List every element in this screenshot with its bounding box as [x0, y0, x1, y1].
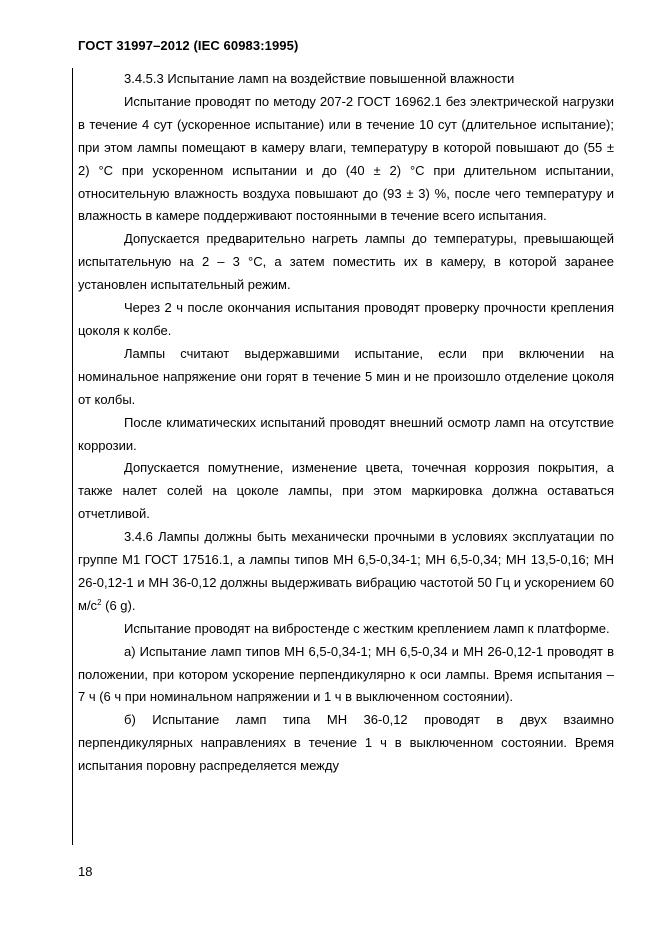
document-header: ГОСТ 31997–2012 (IEC 60983:1995): [78, 38, 299, 53]
paragraph: После климатических испытаний проводят внешний осмотр ламп на отсутствие коррозии.: [78, 414, 614, 453]
paragraph-text: 3.4.6 Лампы должны быть механически прочными в условиях эксплуатации по группе М1 ГОСТ 17516.1, а лампы типов МН 6,5-0,34-1; МН 6,5-0,34; МН 13,5-0,16; МН 26-0,12-1 и МН 36-0,12 должны выдерживать вибрацию частотой 50 Гц и ускорением 60 м/с: [78, 529, 614, 613]
paragraph: Испытание проводят по методу 207-2 ГОСТ 16962.1 без электрической нагрузки в течение 4 сут (ускоренное испытание) или в течение 10 сут (длительное испытание); при этом лампы помещают в камеру влаги, температуру в которой повышают до (55 ± 2) °С при ускоренном испытании и до (40 ± 2) °С при длительном испытании, относительную влажность воздуха повышают до (93 ± 3) %, после чего температуру и влажность в камере поддерживают постоянными в течение всего испытания.: [78, 93, 614, 224]
paragraph: Испытание проводят на вибростенде с жестким креплением ламп к платформе.: [124, 620, 610, 636]
list-item-a: а) Испытание ламп типов МН 6,5-0,34-1; МН 6,5-0,34 и МН 26-0,12-1 проводят в положении, при котором ускорение перпендикулярно к оси лампы. Время испытания – 7 ч (6 ч при номинальном напряжении и 1 ч в выключенном состоянии).: [78, 643, 614, 705]
paragraph-3-4-6: [78, 526, 614, 618]
paragraph-text-tail: (6 g).: [101, 597, 136, 613]
change-bar: [72, 68, 73, 845]
paragraph: Через 2 ч после окончания испытания проводят проверку прочности крепления цоколя к колбе.: [78, 300, 614, 338]
paragraph: Допускается предварительно нагреть лампы до температуры, превышающей испытательную на 2 – 3 °С, а затем поместить их в камеру, в которой заранее установлен испытательный режим.: [78, 231, 614, 293]
list-item-b: б) Испытание ламп типа МН 36-0,12 проводят в двух взаимно перпендикулярных направлениях в течение 1 ч в выключенном состоянии. Время испытания поровну распределяется между: [78, 712, 614, 774]
superscript: 2: [97, 597, 102, 607]
paragraph: Лампы считают выдержавшими испытание, если при включении на номинальное напряжение они горят в течение 5 мин и не произошло отделение цоколя от колбы.: [78, 345, 614, 407]
page-number: 18: [78, 864, 93, 879]
paragraph-3-4-5-3-heading: 3.4.5.3 Испытание ламп на воздействие повышенной влажности: [124, 71, 515, 86]
document-body: [78, 68, 614, 778]
paragraph: Допускается помутнение, изменение цвета, точечная коррозия покрытия, а также налет солей на цоколе лампы, при этом маркировка должна оставаться отчетливой.: [78, 460, 614, 522]
